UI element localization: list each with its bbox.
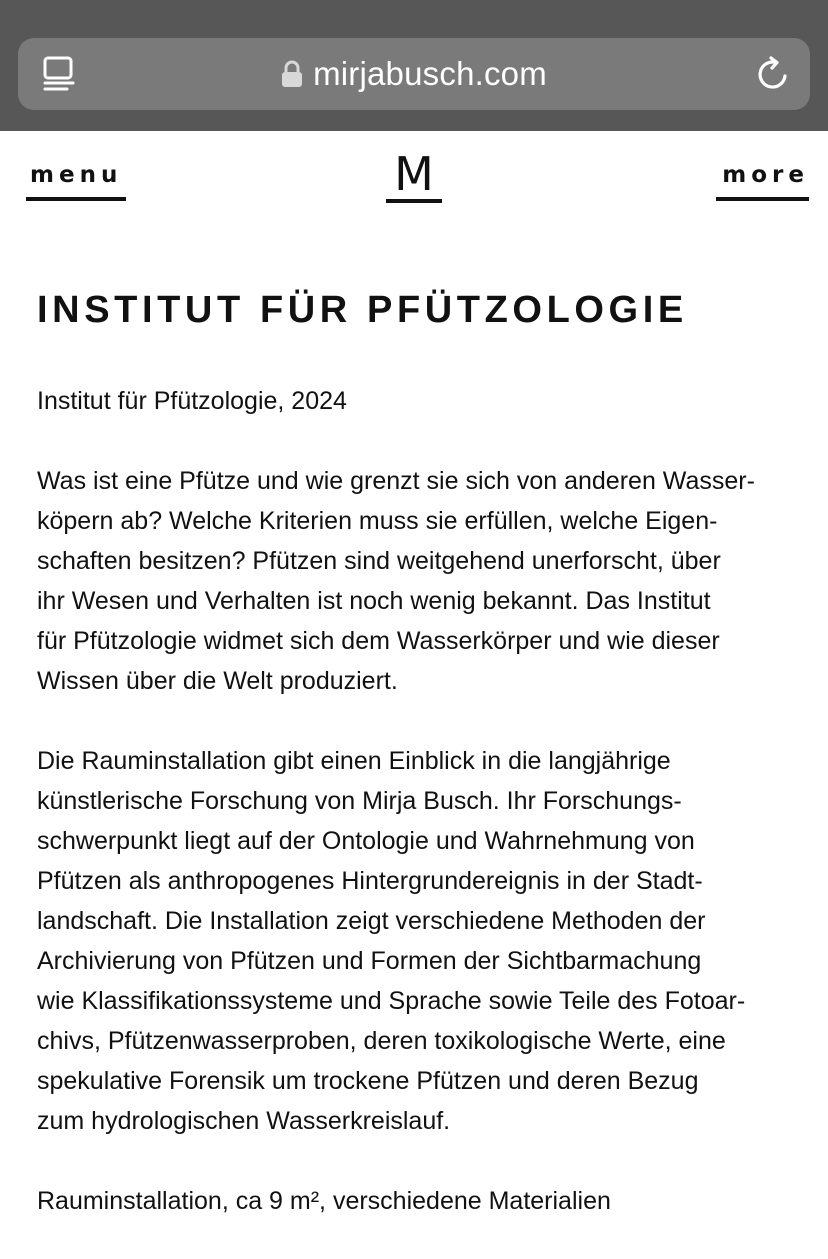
article-paragraph-1 — [37, 461, 797, 701]
paragraph-line: spekulative Forensik um trockene Pfützen und deren Bezug — [37, 1067, 699, 1095]
paragraph-line: Die Rauminstallation gibt einen Einblick in die langjährige — [37, 747, 671, 775]
more-label: more — [722, 162, 809, 188]
url-display[interactable] — [18, 38, 810, 110]
article-subtitle: Institut für Pfützologie, 2024 — [37, 387, 347, 415]
paragraph-line: ihr Wesen und Verhalten ist noch wenig bekannt. Das Institut — [37, 587, 711, 615]
article — [37, 280, 797, 1221]
paragraph-line: wie Klassifikationssysteme und Sprache sowie Teile des Fotoar- — [37, 987, 746, 1015]
paragraph-line: chivs, Pfützenwasserproben, deren toxikologische Werte, eine — [37, 1027, 726, 1055]
site-logo[interactable]: M — [386, 151, 442, 203]
lock-icon — [281, 59, 303, 89]
reload-icon[interactable] — [754, 55, 792, 93]
site-header — [0, 131, 828, 226]
more-link[interactable] — [716, 161, 809, 201]
paragraph-line: zum hydrologischen Wasserkreislauf. — [37, 1107, 451, 1135]
url-text: mirjabusch.com — [313, 55, 547, 92]
paragraph-line: Was ist eine Pfütze und wie grenzt sie sich von anderen Wasser- — [37, 467, 755, 495]
paragraph-line: schwerpunkt liegt auf der Ontologie und Wahrnehmung von — [37, 827, 695, 855]
paragraph-line: Archivierung von Pfützen und Formen der Sichtbarmachung — [37, 947, 702, 975]
menu-link[interactable] — [26, 161, 126, 201]
paragraph-line: Pfützen als anthropogenes Hintergrundereignis in der Stadt- — [37, 867, 703, 895]
menu-label: menu — [30, 162, 123, 188]
artwork-details: Rauminstallation, ca 9 m², verschiedene Materialien — [37, 1187, 611, 1215]
article-paragraph-2 — [37, 741, 797, 1141]
paragraph-line: landschaft. Die Installation zeigt verschiedene Methoden der — [37, 907, 706, 935]
paragraph-line: schaften besitzen? Pfützen sind weitgehend unerforscht, über — [37, 547, 721, 575]
paragraph-line: köpern ab? Welche Kriterien muss sie erfüllen, welche Eigen- — [37, 507, 718, 535]
paragraph-line: Wissen über die Welt produziert. — [37, 667, 398, 695]
page-title: INSTITUT FÜR PFÜTZOLOGIE — [37, 289, 688, 331]
browser-toolbar — [0, 0, 828, 131]
paragraph-line: für Pfützologie widmet sich dem Wasserkörper und wie dieser — [37, 627, 720, 655]
address-bar[interactable] — [18, 38, 810, 110]
paragraph-line: künstlerische Forschung von Mirja Busch. Ihr Forschungs- — [37, 787, 682, 815]
